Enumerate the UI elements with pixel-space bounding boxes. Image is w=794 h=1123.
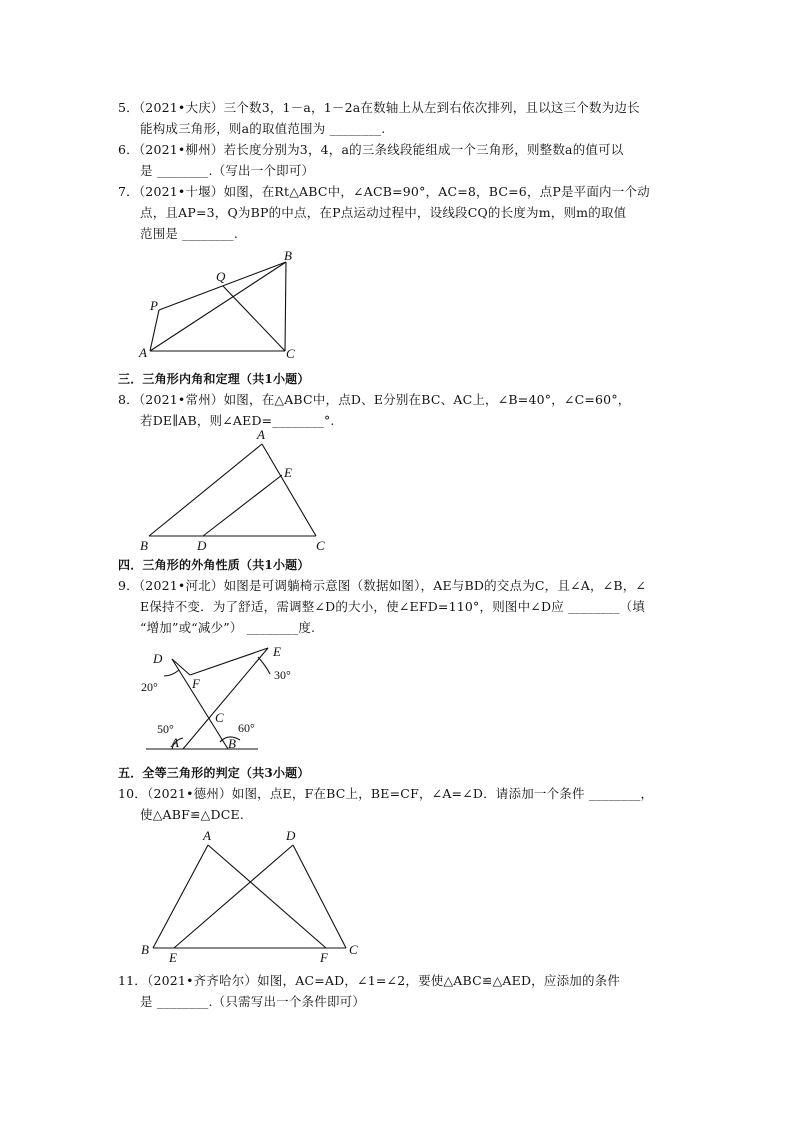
problem-8-line-1: 8．（2021•常州）如图，在△ABC中，点D、E分别在BC、AC上，∠B=40°，∠C=60°， — [118, 392, 631, 407]
problem-9-line-2: E保持不变．为了舒适，需调整∠D的大小，使∠EFD=110°，则图中∠D应 ________（填 — [140, 599, 646, 614]
problem-6-line-2: 是 ________.（写出一个即可） — [140, 163, 315, 178]
fig7-label-q: Q — [216, 269, 226, 284]
fig7-label-p: P — [150, 298, 158, 313]
section-5-heading: 五．全等三角形的判定（共3小题） — [118, 766, 310, 780]
section-3-heading: 三．三角形内角和定理（共1小题） — [118, 372, 310, 386]
fig10-label-f: F — [320, 950, 328, 965]
problem-10-line-1: 10．（2021•德州）如图，点E，F在BC上，BE=CF，∠A=∠D．请添加一个条件 ________， — [118, 786, 654, 801]
fig10-segment-af — [208, 845, 326, 948]
fig9-angle-a-value: 50° — [157, 722, 174, 736]
fig10-segment-dc — [293, 845, 346, 948]
fig9-label-c: C — [215, 710, 224, 725]
fig7-label-b: B — [284, 248, 292, 263]
problem-5-line-2: 能构成三角形，则a的取值范围为 ________. — [140, 121, 386, 136]
problem-9-line-3: “增加”或“减少”） ________度. — [140, 620, 316, 635]
fig8-label-d: D — [197, 538, 207, 553]
fig9-angle-e-value: 30° — [274, 668, 291, 682]
fig10-label-c: C — [349, 942, 358, 957]
problem-7-line-3: 范围是 ________. — [140, 226, 239, 241]
fig10-label-a: A — [203, 828, 211, 843]
problem-7-line-1: 7．（2021•十堰）如图，在Rt△ABC中，∠ACB=90°，AC=8，BC=6，点P是平面内一个动 — [118, 184, 650, 199]
fig10-label-b: B — [141, 942, 149, 957]
fig9-label-f: F — [192, 676, 200, 691]
fig9-label-e: E — [273, 644, 281, 659]
fig9-label-a: A — [171, 735, 179, 750]
fig10-label-e: E — [169, 950, 177, 965]
problem-9-line-1: 9．（2021•河北）如图是可调躺椅示意图（数据如图），AE与BD的交点为C，且∠A，∠B，∠ — [118, 578, 647, 593]
fig8-label-a: A — [257, 427, 265, 442]
fig10-segment-ab — [153, 845, 208, 948]
fig8-label-e: E — [284, 465, 292, 480]
problem-7-line-2: 点，且AP=3，Q为BP的中点，在P点运动过程中，设线段CQ的长度为m，则m的取值 — [140, 205, 627, 220]
fig8-label-b: B — [140, 538, 148, 553]
problem-11-line-1: 11．（2021•齐齐哈尔）如图，AC=AD，∠1=∠2，要使△ABC≌△AED，应添加的条件 — [118, 973, 621, 988]
fig8-label-c: C — [316, 538, 325, 553]
problem-10-line-2: 使△ABF≌△DCE. — [140, 807, 244, 822]
fig10-segment-de — [174, 845, 293, 948]
fig9-angle-d-value: 20° — [141, 680, 158, 694]
fig9-angle-b-value: 60° — [238, 721, 255, 735]
fig9-label-b: B — [228, 736, 236, 751]
problem-5-line-1: 5．（2021•大庆）三个数3，1－a，1－2a在数轴上从左到右依次排列，且以这三个数为边长 — [118, 100, 640, 115]
fig9-label-d: D — [153, 651, 163, 666]
section-4-heading: 四．三角形的外角性质（共1小题） — [118, 558, 310, 572]
fig7-label-a: A — [139, 345, 147, 360]
fig10-label-d: D — [286, 828, 296, 843]
problem-11-line-2: 是 ________.（只需写出一个条件即可） — [140, 994, 366, 1009]
fig7-label-c: C — [286, 346, 295, 361]
problem-8-line-2: 若DE∥AB，则∠AED=________°. — [140, 413, 335, 428]
problem-6-line-1: 6．（2021•柳州）若长度分别为3，4，a的三条线段能组成一个三角形，则整数a的值可以 — [118, 142, 624, 157]
